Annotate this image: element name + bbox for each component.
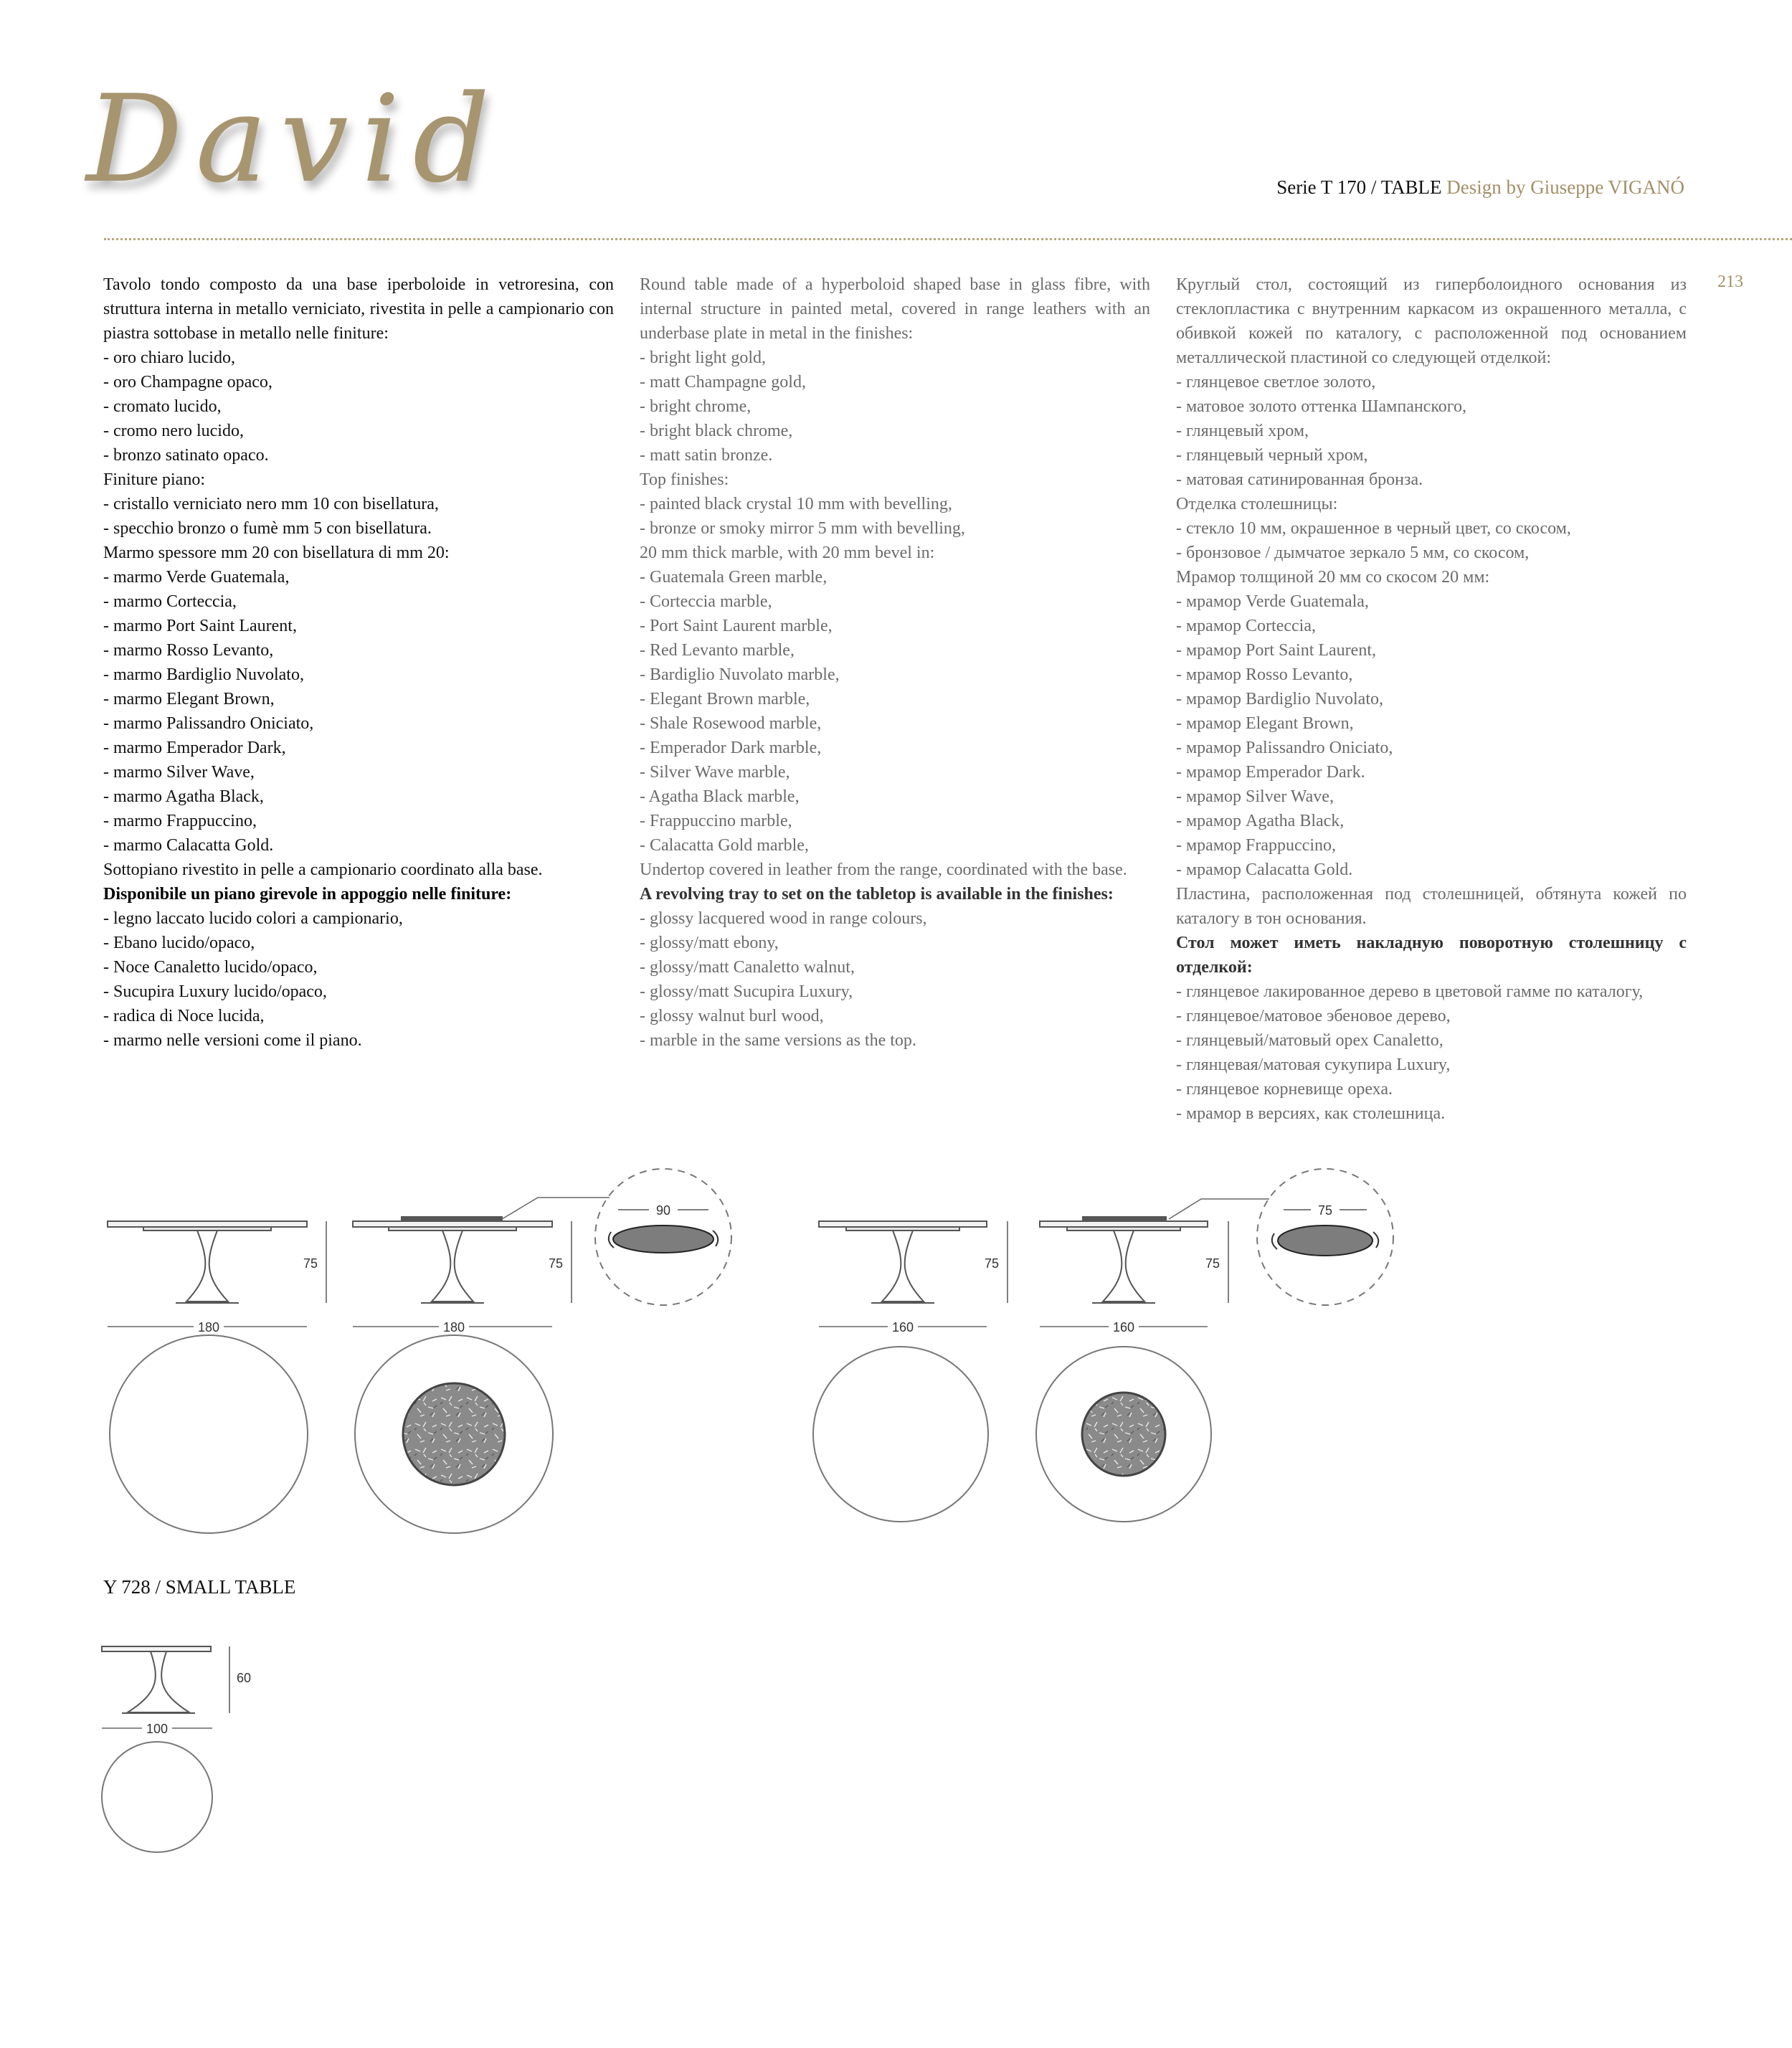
list-item: - marmo Emperador Dark, — [103, 739, 286, 757]
list-item: - глянцевое корневище ореха. — [1176, 1080, 1393, 1099]
list-item: - мрамор Port Saint Laurent, — [1176, 641, 1376, 660]
small-table-top-view — [102, 1742, 212, 1852]
list-item: - bright chrome, — [640, 397, 752, 416]
list-item: - Bardiglio Nuvolato marble, — [640, 665, 840, 684]
list-item: - мрамор Calacatta Gold. — [1176, 861, 1353, 879]
list-item: - painted black crystal 10 mm with bevelling, — [640, 495, 952, 513]
list-item: - мрамор Agatha Black, — [1176, 812, 1345, 830]
list-item: - Guatemala Green marble, — [640, 568, 828, 587]
list-item: - мрамор Rosso Levanto, — [1176, 665, 1353, 684]
height-label: 75 — [984, 1256, 999, 1271]
list-item: - oro Champagne opaco, — [103, 373, 272, 392]
russian-intro: Круглый стол, состоящий из гиперболоидного основания из стеклопластика с внутренним каркасом из окрашенного металла, с обивкой кожей по каталогу, с расположенной под основанием металлической пластиной со следующей отделкой: — [1176, 275, 1687, 367]
small-height-label: 60 — [237, 1671, 252, 1685]
list-item: - cromo nero lucido, — [103, 422, 244, 440]
tray-size-label: 75 — [1317, 1203, 1333, 1218]
list-item: - oro chiaro lucido, — [103, 349, 235, 367]
list-item: - marmo Silver Wave, — [103, 763, 255, 782]
height-label: 75 — [1205, 1256, 1220, 1271]
list-item: - Sucupira Luxury lucido/opaco, — [103, 982, 327, 1001]
tray-heading: Стол может иметь накладную поворотную столешницу с отделкой: — [1176, 934, 1687, 977]
list-item: - cromato lucido, — [103, 397, 222, 416]
list-item: - Noce Canaletto lucido/opaco, — [103, 958, 318, 977]
section-heading: Marmo spessore mm 20 con bisellatura di mm 20: — [103, 544, 450, 562]
list-item: - marmo Elegant Brown, — [103, 690, 275, 708]
small-width-label: 100 — [146, 1722, 169, 1736]
list-item: - Elegant Brown marble, — [640, 690, 810, 708]
list-item: - marmo Agatha Black, — [103, 787, 264, 806]
list-item: - глянцевое светлое золото, — [1176, 373, 1376, 392]
list-item: - Emperador Dark marble, — [640, 739, 822, 757]
list-item: - мрамор Emperador Dark. — [1176, 763, 1365, 782]
list-item: - marmo Corteccia, — [103, 592, 237, 611]
table-side-view-180 — [108, 1221, 307, 1303]
list-item: - marmo nelle versioni come il piano. — [103, 1031, 362, 1050]
tray-size-label: 90 — [655, 1203, 671, 1218]
list-item: - bright light gold, — [640, 349, 766, 367]
list-item: - legno laccato lucido colori a campionario, — [103, 909, 403, 928]
list-item: - Red Levanto marble, — [640, 641, 795, 660]
section-heading: Finiture piano: — [103, 470, 205, 489]
width-label: 180 — [442, 1320, 465, 1334]
table-top-view-160 — [813, 1347, 988, 1522]
list-item: - мрамор Frappuccino, — [1176, 836, 1336, 855]
section-heading: Top finishes: — [640, 470, 729, 489]
table-top-view-180-tray — [355, 1335, 553, 1533]
list-item: - бронзовое / дымчатое зеркало 5 мм, со скосом, — [1176, 544, 1530, 562]
list-item: - Calacatta Gold marble, — [640, 836, 809, 855]
list-item: - матовое золото оттенка Шампанского, — [1176, 397, 1467, 416]
small-table-side-view — [102, 1646, 211, 1713]
list-item: - marmo Frappuccino, — [103, 812, 257, 830]
list-item: - Shale Rosewood marble, — [640, 714, 822, 733]
list-item: - глянцевое/матовое эбеновое дерево, — [1176, 1007, 1451, 1025]
list-item: - matt satin bronze. — [640, 446, 773, 465]
list-item: - glossy/matt ebony, — [640, 934, 779, 952]
table-top-view-160-tray — [1036, 1347, 1211, 1522]
list-item: - глянцевое лакированное дерево в цветовой гамме по каталогу, — [1176, 982, 1644, 1001]
table-side-view-160 — [819, 1221, 987, 1303]
page-number: 213 — [1717, 272, 1743, 291]
list-item: - marmo Verde Guatemala, — [103, 568, 290, 587]
tray-heading: A revolving tray to set on the tabletop is available in the finishes: — [640, 885, 1114, 904]
list-item: - глянцевый черный хром, — [1176, 446, 1368, 465]
undertop-note: Undertop covered in leather from the range, coordinated with the base. — [640, 861, 1127, 879]
small-table-title: Y 728 / SMALL TABLE — [103, 1576, 296, 1598]
list-item: - matt Champagne gold, — [640, 373, 806, 392]
section-heading: 20 mm thick marble, with 20 mm bevel in: — [640, 544, 935, 562]
list-item: - глянцевая/матовая сукупира Luxury, — [1176, 1056, 1451, 1074]
list-item: - Ebano lucido/opaco, — [103, 934, 255, 952]
list-item: - cristallo verniciato nero mm 10 con bisellatura, — [103, 495, 439, 513]
list-item: - glossy/matt Canaletto walnut, — [640, 958, 855, 977]
tray-detail-90 — [595, 1169, 731, 1305]
section-heading: Отделка столешницы: — [1176, 495, 1338, 513]
table-side-view-160-tray — [1040, 1199, 1269, 1303]
list-item: - мрамор Elegant Brown, — [1176, 714, 1354, 733]
width-label: 160 — [891, 1320, 914, 1334]
list-item: - Agatha Black marble, — [640, 787, 800, 806]
list-item: - Corteccia marble, — [640, 592, 772, 611]
section-heading: Мрамор толщиной 20 мм со скосом 20 мм: — [1176, 568, 1490, 587]
list-item: - мрамор Bardiglio Nuvolato, — [1176, 690, 1383, 708]
tray-detail-75 — [1257, 1169, 1393, 1305]
designer-label: Design by Giuseppe VIGANÓ — [1446, 176, 1684, 198]
list-item: - мрамор в версиях, как столешница. — [1176, 1104, 1446, 1123]
italian-intro: Tavolo tondo composto da una base iperboloide in vetroresina, con struttura interna in metallo verniciato, rivestita in pelle a campionario con piastra sottobase in metallo nelle finiture: — [103, 275, 614, 343]
list-item: - marmo Port Saint Laurent, — [103, 617, 297, 635]
list-item: - стекло 10 мм, окрашенное в черный цвет, со скосом, — [1176, 519, 1571, 538]
list-item: - glossy/matt Sucupira Luxury, — [640, 982, 853, 1001]
list-item: - глянцевый/матовый орех Canaletto, — [1176, 1031, 1443, 1050]
list-item: - glossy lacquered wood in range colours, — [640, 909, 927, 928]
undertop-note: Sottopiano rivestito in pelle a campionario coordinato alla base. — [103, 861, 543, 879]
series-label: Serie T 170 / TABLE — [1276, 176, 1442, 198]
list-item: - мрамор Verde Guatemala, — [1176, 592, 1369, 611]
list-item: - glossy walnut burl wood, — [640, 1007, 824, 1025]
list-item: - bronze or smoky mirror 5 mm with bevelling, — [640, 519, 965, 538]
list-item: - глянцевый хром, — [1176, 422, 1309, 440]
width-label: 180 — [197, 1320, 220, 1334]
list-item: - specchio bronzo o fumè mm 5 con bisellatura. — [103, 519, 432, 538]
list-item: - bronzo satinato opaco. — [103, 446, 269, 465]
list-item: - marmo Calacatta Gold. — [103, 836, 274, 855]
height-label: 75 — [548, 1256, 563, 1271]
list-item: - мрамор Silver Wave, — [1176, 787, 1334, 806]
list-item: - radica di Noce lucida, — [103, 1007, 265, 1025]
list-item: - Port Saint Laurent marble, — [640, 617, 833, 635]
list-item: - marmo Palissandro Oniciato, — [103, 714, 314, 733]
list-item: - Silver Wave marble, — [640, 763, 790, 782]
width-label: 160 — [1112, 1320, 1135, 1334]
list-item: - marble in the same versions as the top. — [640, 1031, 916, 1050]
list-item: - marmo Bardiglio Nuvolato, — [103, 665, 304, 684]
list-item: - marmo Rosso Levanto, — [103, 641, 274, 660]
david-logo: David — [86, 69, 503, 209]
list-item: - мрамор Corteccia, — [1176, 617, 1316, 635]
undertop-note: Пластина, расположенная под столешницей, обтянута кожей по каталогу в тон основания. — [1176, 885, 1687, 928]
list-item: - матовая сатинированная бронза. — [1176, 470, 1423, 489]
list-item: - Frappuccino marble, — [640, 812, 792, 830]
tray-heading: Disponibile un piano girevole in appoggio nelle finiture: — [103, 885, 512, 904]
list-item: - bright black chrome, — [640, 422, 793, 440]
table-top-view-180 — [110, 1335, 308, 1533]
height-label: 75 — [303, 1256, 318, 1271]
list-item: - мрамор Palissandro Oniciato, — [1176, 739, 1393, 757]
english-intro: Round table made of a hyperboloid shaped base in glass fibre, with internal structure in painted metal, covered in range leathers with an underbase plate in metal in the finishes: — [640, 275, 1150, 343]
